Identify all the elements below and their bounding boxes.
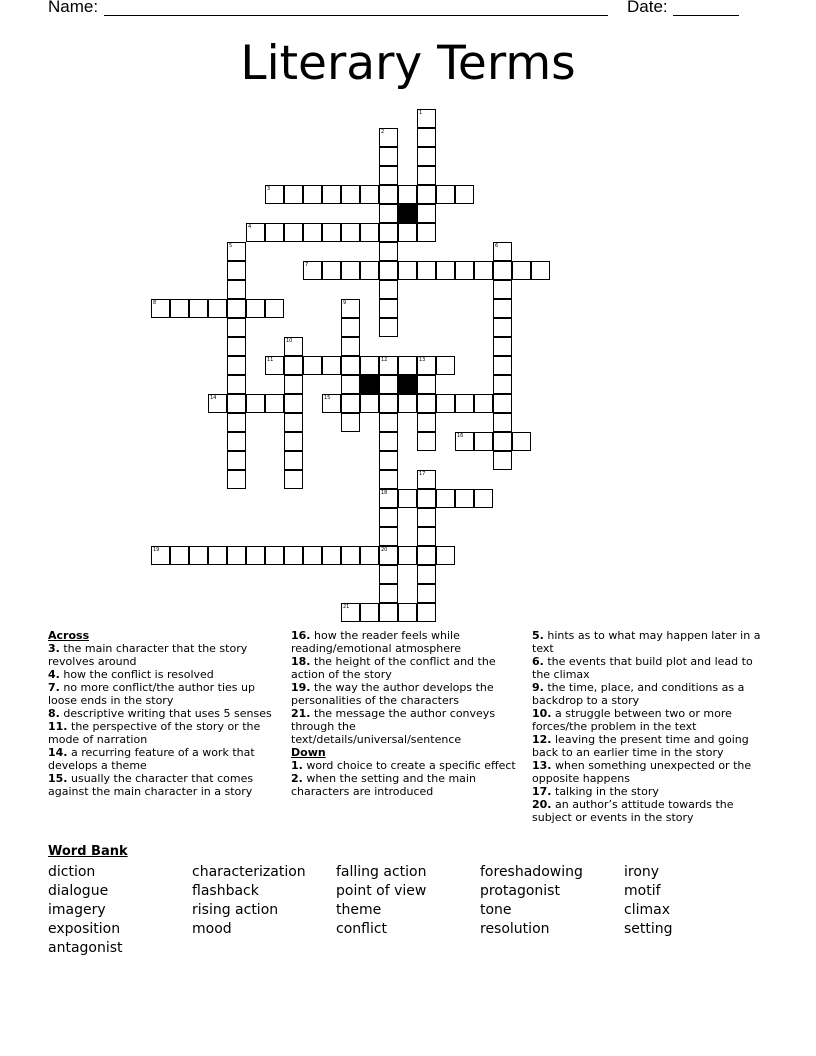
crossword-cell[interactable] <box>151 299 170 318</box>
crossword-block <box>398 204 417 223</box>
word-bank-word: irony <box>624 864 660 880</box>
crossword-cell[interactable] <box>341 546 360 565</box>
crossword-cell[interactable] <box>284 356 303 375</box>
word-bank-word: setting <box>624 921 673 937</box>
word-bank-word: theme <box>336 902 382 918</box>
crossword-cell[interactable] <box>379 356 398 375</box>
crossword-cell[interactable] <box>360 185 379 204</box>
crossword-cell[interactable] <box>284 223 303 242</box>
crossword-cell[interactable] <box>341 394 360 413</box>
clue-down-6: 6. the events that build plot and lead to the climax <box>532 655 753 681</box>
crossword-cell[interactable] <box>341 299 360 318</box>
crossword-cell[interactable] <box>436 261 455 280</box>
clue-number: 6 <box>495 243 499 249</box>
crossword-cell[interactable] <box>379 432 398 451</box>
word-bank-word: rising action <box>192 902 279 918</box>
crossword-cell[interactable] <box>379 261 398 280</box>
word-bank-column-2 <box>192 863 306 939</box>
crossword-cell[interactable] <box>341 603 360 622</box>
clue-down-1: 1. word choice to create a specific effect <box>291 759 516 772</box>
crossword-cell[interactable] <box>379 166 398 185</box>
crossword-cell[interactable] <box>227 432 246 451</box>
crossword-cell[interactable] <box>398 546 417 565</box>
crossword-cell[interactable] <box>341 375 360 394</box>
crossword-cell[interactable] <box>379 603 398 622</box>
clue-down-9: 9. the time, place, and conditions as a backdrop to a story <box>532 681 745 707</box>
crossword-cell[interactable] <box>417 261 436 280</box>
crossword-cell[interactable] <box>360 603 379 622</box>
crossword-cell[interactable] <box>379 299 398 318</box>
word-bank-word: imagery <box>48 902 106 918</box>
crossword-cell[interactable] <box>360 394 379 413</box>
crossword-cell[interactable] <box>417 527 436 546</box>
date-label: Date: <box>627 0 668 16</box>
crossword-cell[interactable] <box>360 546 379 565</box>
crossword-cell[interactable] <box>303 356 322 375</box>
crossword-cell[interactable] <box>417 584 436 603</box>
crossword-cell[interactable] <box>284 394 303 413</box>
crossword-cell[interactable] <box>284 185 303 204</box>
crossword-cell[interactable] <box>322 394 341 413</box>
word-bank-column-4 <box>480 863 583 939</box>
crossword-cell[interactable] <box>493 280 512 299</box>
crossword-cell[interactable] <box>227 413 246 432</box>
crossword-cell[interactable] <box>284 470 303 489</box>
crossword-cell[interactable] <box>265 299 284 318</box>
clue-number: 16 <box>457 433 464 439</box>
crossword-cell[interactable] <box>284 432 303 451</box>
crossword-cell[interactable] <box>493 337 512 356</box>
clue-number: 3 <box>267 186 271 192</box>
word-bank-word: resolution <box>480 921 550 937</box>
crossword-cell[interactable] <box>265 356 284 375</box>
crossword-cell[interactable] <box>284 546 303 565</box>
down-heading: Down <box>291 746 326 759</box>
clue-down-13: 13. when something unexpected or the opposite happens <box>532 759 752 785</box>
clue-number: 17 <box>419 471 426 477</box>
crossword-cell[interactable] <box>341 413 360 432</box>
crossword-cell[interactable] <box>227 318 246 337</box>
clue-across-21: 21. the message the author conveys through the text/details/universal/sentence <box>291 707 496 746</box>
clues-column-2 <box>291 629 516 798</box>
word-bank-word: protagonist <box>480 883 560 899</box>
clue-across-7: 7. no more conflict/the author ties up loose ends in the story <box>48 681 255 707</box>
clue-across-19: 19. the way the author develops the personalities of the characters <box>291 681 494 707</box>
crossword-cell[interactable] <box>227 337 246 356</box>
crossword-cell[interactable] <box>398 489 417 508</box>
word-bank-word: dialogue <box>48 883 109 899</box>
clue-across-4: 4. how the conflict is resolved <box>48 668 214 681</box>
word-bank-word: antagonist <box>48 940 123 956</box>
crossword-cell[interactable] <box>455 185 474 204</box>
crossword-cell[interactable] <box>284 451 303 470</box>
crossword-cell[interactable] <box>455 489 474 508</box>
crossword-cell[interactable] <box>493 413 512 432</box>
crossword-cell[interactable] <box>341 318 360 337</box>
word-bank-column-1 <box>48 863 123 958</box>
clue-number: 8 <box>153 300 157 306</box>
crossword-cell[interactable] <box>417 356 436 375</box>
clues-column-3 <box>532 629 767 824</box>
crossword-cell[interactable] <box>417 432 436 451</box>
crossword-cell[interactable] <box>322 261 341 280</box>
crossword-cell[interactable] <box>417 603 436 622</box>
clue-number: 4 <box>248 224 252 230</box>
crossword-cell[interactable] <box>398 185 417 204</box>
crossword-cell[interactable] <box>379 508 398 527</box>
word-bank-word: climax <box>624 902 670 918</box>
crossword-cell[interactable] <box>360 356 379 375</box>
word-bank-word: foreshadowing <box>480 864 583 880</box>
word-bank-word: tone <box>480 902 512 918</box>
crossword-cell[interactable] <box>493 261 512 280</box>
word-bank-word: flashback <box>192 883 259 899</box>
crossword-cell[interactable] <box>474 394 493 413</box>
crossword-cell[interactable] <box>151 546 170 565</box>
crossword-cell[interactable] <box>303 223 322 242</box>
crossword-cell[interactable] <box>379 394 398 413</box>
word-bank-word: diction <box>48 864 96 880</box>
crossword-cell[interactable] <box>322 223 341 242</box>
crossword-cell[interactable] <box>417 565 436 584</box>
crossword-cell[interactable] <box>455 394 474 413</box>
crossword-cell[interactable] <box>303 546 322 565</box>
name-field[interactable] <box>104 15 608 16</box>
crossword-cell[interactable] <box>455 432 474 451</box>
crossword-cell[interactable] <box>474 432 493 451</box>
crossword-cell[interactable] <box>379 280 398 299</box>
crossword-cell[interactable] <box>322 356 341 375</box>
clue-number: 11 <box>267 357 274 363</box>
crossword-cell[interactable] <box>170 299 189 318</box>
crossword-cell[interactable] <box>512 432 531 451</box>
clue-number: 15 <box>324 395 331 401</box>
crossword-cell[interactable] <box>379 470 398 489</box>
crossword-cell[interactable] <box>360 261 379 280</box>
crossword-cell[interactable] <box>379 318 398 337</box>
clue-down-10: 10. a struggle between two or more forces/the problem in the text <box>532 707 732 733</box>
clue-down-17: 17. talking in the story <box>532 785 659 798</box>
crossword-cell[interactable] <box>246 546 265 565</box>
clue-across-11: 11. the perspective of the story or the mode of narration <box>48 720 261 746</box>
crossword-cell[interactable] <box>246 394 265 413</box>
clue-across-3: 3. the main character that the story revolves around <box>48 642 248 668</box>
crossword-cell[interactable] <box>379 546 398 565</box>
crossword-cell[interactable] <box>455 261 474 280</box>
crossword-cell[interactable] <box>417 394 436 413</box>
crossword-cell[interactable] <box>246 299 265 318</box>
crossword-cell[interactable] <box>379 204 398 223</box>
crossword-cell[interactable] <box>189 546 208 565</box>
word-bank-column-3 <box>336 863 426 939</box>
clue-number: 18 <box>381 490 388 496</box>
crossword-cell[interactable] <box>284 413 303 432</box>
crossword-cell[interactable] <box>493 394 512 413</box>
word-bank-column-5 <box>624 863 673 939</box>
crossword-cell[interactable] <box>436 394 455 413</box>
crossword-cell[interactable] <box>227 375 246 394</box>
crossword-cell[interactable] <box>227 261 246 280</box>
crossword-cell[interactable] <box>227 546 246 565</box>
crossword-cell[interactable] <box>436 546 455 565</box>
clue-number: 7 <box>305 262 309 268</box>
crossword-cell[interactable] <box>227 394 246 413</box>
crossword-cell[interactable] <box>265 223 284 242</box>
word-bank-word: exposition <box>48 921 121 937</box>
crossword-cell[interactable] <box>379 527 398 546</box>
crossword-cell[interactable] <box>436 185 455 204</box>
crossword-cell[interactable] <box>379 185 398 204</box>
clue-number: 12 <box>381 357 388 363</box>
crossword-cell[interactable] <box>493 242 512 261</box>
crossword-cell[interactable] <box>303 185 322 204</box>
header <box>0 0 816 24</box>
clues-column-1 <box>48 629 278 798</box>
crossword-cell[interactable] <box>493 318 512 337</box>
crossword-cell[interactable] <box>265 546 284 565</box>
crossword-cell[interactable] <box>398 356 417 375</box>
crossword-cell[interactable] <box>322 546 341 565</box>
crossword-cell[interactable] <box>284 375 303 394</box>
word-bank-title: Word Bank <box>48 844 128 859</box>
word-bank-word: falling action <box>336 864 427 880</box>
crossword-cell[interactable] <box>417 223 436 242</box>
clue-across-18: 18. the height of the conflict and the action of the story <box>291 655 496 681</box>
crossword-cell[interactable] <box>208 394 227 413</box>
crossword-cell[interactable] <box>284 337 303 356</box>
crossword-cell[interactable] <box>189 299 208 318</box>
clue-across-8: 8. descriptive writing that uses 5 senses <box>48 707 272 720</box>
clue-down-5: 5. hints as to what may happen later in a text <box>532 629 761 655</box>
crossword-cell[interactable] <box>227 299 246 318</box>
date-field[interactable] <box>673 15 739 16</box>
crossword-cell[interactable] <box>227 470 246 489</box>
crossword-block <box>360 375 379 394</box>
clue-down-2: 2. when the setting and the main characters are introduced <box>291 772 476 798</box>
crossword-cell[interactable] <box>227 451 246 470</box>
crossword-cell[interactable] <box>208 546 227 565</box>
crossword-cell[interactable] <box>379 489 398 508</box>
across-heading: Across <box>48 629 90 642</box>
crossword-cell[interactable] <box>531 261 550 280</box>
clue-number: 21 <box>343 604 350 610</box>
clue-across-16: 16. how the reader feels while reading/emotional atmosphere <box>291 629 462 655</box>
crossword-cell[interactable] <box>341 337 360 356</box>
clue-across-15: 15. usually the character that comes against the main character in a story <box>48 772 254 798</box>
clue-number: 10 <box>286 338 293 344</box>
crossword-cell[interactable] <box>493 356 512 375</box>
crossword-cell[interactable] <box>398 261 417 280</box>
crossword-cell[interactable] <box>417 128 436 147</box>
crossword-cell[interactable] <box>379 565 398 584</box>
crossword-cell[interactable] <box>398 223 417 242</box>
clue-number: 9 <box>343 300 347 306</box>
crossword-cell[interactable] <box>322 185 341 204</box>
clue-down-20: 20. an author’s attitude towards the subject or events in the story <box>532 798 734 824</box>
crossword-cell[interactable] <box>398 603 417 622</box>
crossword-cell[interactable] <box>417 508 436 527</box>
word-bank-word: motif <box>624 883 661 899</box>
clue-number: 19 <box>153 547 160 553</box>
crossword-cell[interactable] <box>379 375 398 394</box>
clue-number: 5 <box>229 243 233 249</box>
crossword-cell[interactable] <box>265 394 284 413</box>
crossword-cell[interactable] <box>417 204 436 223</box>
crossword-cell[interactable] <box>493 375 512 394</box>
crossword-cell[interactable] <box>417 147 436 166</box>
crossword-cell[interactable] <box>341 185 360 204</box>
crossword-cell[interactable] <box>341 261 360 280</box>
crossword-cell[interactable] <box>493 451 512 470</box>
crossword-cell[interactable] <box>379 413 398 432</box>
crossword-cell[interactable] <box>512 261 531 280</box>
word-bank-word: point of view <box>336 883 427 899</box>
clue-number: 13 <box>419 357 426 363</box>
word-bank-word: mood <box>192 921 232 937</box>
clue-number: 1 <box>419 110 423 116</box>
crossword-cell[interactable] <box>474 489 493 508</box>
crossword-cell[interactable] <box>341 356 360 375</box>
crossword-cell[interactable] <box>227 242 246 261</box>
crossword-cell[interactable] <box>417 489 436 508</box>
crossword-cell[interactable] <box>379 147 398 166</box>
crossword-cell[interactable] <box>265 185 284 204</box>
crossword-cell[interactable] <box>417 413 436 432</box>
crossword-cell[interactable] <box>417 185 436 204</box>
crossword-cell[interactable] <box>303 261 322 280</box>
crossword-cell[interactable] <box>379 584 398 603</box>
crossword-cell[interactable] <box>417 166 436 185</box>
crossword-cell[interactable] <box>436 489 455 508</box>
name-label: Name: <box>48 0 99 16</box>
clue-across-14: 14. a recurring feature of a work that develops a theme <box>48 746 255 772</box>
crossword-cell[interactable] <box>474 261 493 280</box>
crossword-cell[interactable] <box>417 375 436 394</box>
crossword-cell[interactable] <box>208 299 227 318</box>
crossword-cell[interactable] <box>493 299 512 318</box>
clue-down-12: 12. leaving the present time and going back to an earlier time in the story <box>532 733 749 759</box>
clue-number: 20 <box>381 547 388 553</box>
word-bank <box>48 844 768 964</box>
crossword-cell[interactable] <box>436 356 455 375</box>
crossword-cell[interactable] <box>227 356 246 375</box>
crossword-cell[interactable] <box>360 223 379 242</box>
crossword-block <box>398 375 417 394</box>
crossword-cell[interactable] <box>379 451 398 470</box>
clue-number: 14 <box>210 395 217 401</box>
clue-number: 2 <box>381 129 385 135</box>
crossword-cell[interactable] <box>227 280 246 299</box>
word-bank-word: characterization <box>192 864 306 880</box>
crossword-cell[interactable] <box>246 223 265 242</box>
crossword-cell[interactable] <box>417 109 436 128</box>
crossword-cell[interactable] <box>398 394 417 413</box>
crossword-cell[interactable] <box>170 546 189 565</box>
page-title: Literary Terms <box>240 36 576 91</box>
crossword-cell[interactable] <box>341 223 360 242</box>
crossword-cell[interactable] <box>379 242 398 261</box>
crossword-cell[interactable] <box>417 546 436 565</box>
crossword-cell[interactable] <box>379 128 398 147</box>
word-bank-word: conflict <box>336 921 388 937</box>
crossword-cell[interactable] <box>417 470 436 489</box>
crossword-cell[interactable] <box>493 432 512 451</box>
crossword-cell[interactable] <box>379 223 398 242</box>
